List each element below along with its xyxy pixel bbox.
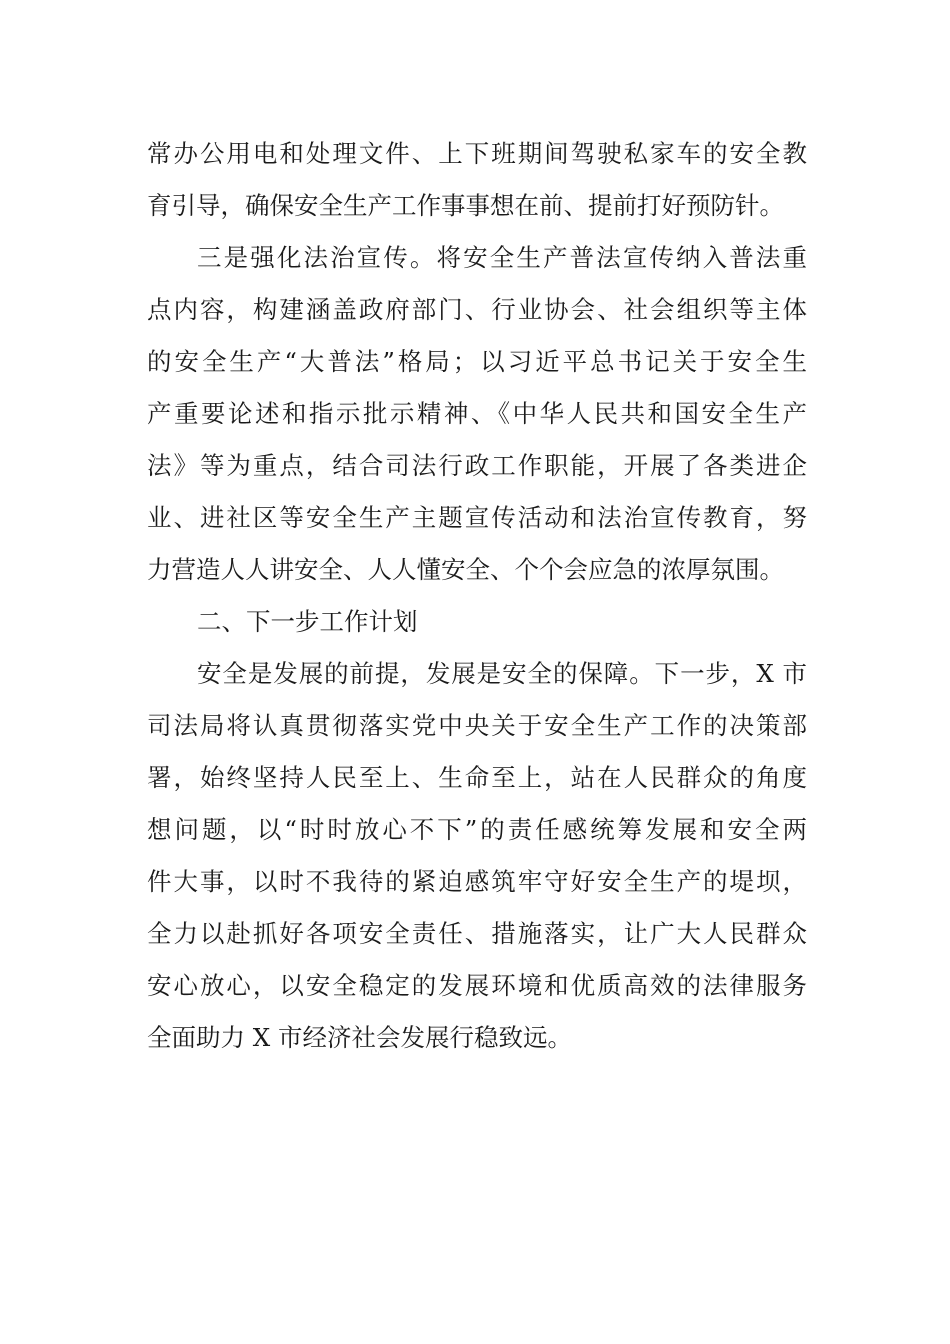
text-line: 法》等为重点，结合司法行政工作职能，开展了各类进企	[147, 451, 807, 480]
text-line: 安全是发展的前提，发展是安全的保障。下一步，X 市	[197, 659, 807, 688]
text-line: 育引导，确保安全生产工作事事想在前、提前打好预防针。	[147, 191, 784, 220]
text-line: 署，始终坚持人民至上、生命至上，站在人民群众的角度	[147, 763, 807, 792]
text-line: 三是强化法治宣传。将安全生产普法宣传纳入普法重	[197, 243, 807, 272]
text-line: 点内容，构建涵盖政府部门、行业协会、社会组织等主体	[147, 295, 807, 324]
section-heading: 二、下一步工作计划	[197, 607, 418, 636]
text-line: 常办公用电和处理文件、上下班期间驾驶私家车的安全教	[147, 139, 807, 168]
text-line: 的安全生产“大普法”格局；以习近平总书记关于安全生	[147, 347, 807, 376]
text-line: 业、进社区等安全生产主题宣传活动和法治宣传教育，努	[147, 503, 807, 532]
text-line: 司法局将认真贯彻落实党中央关于安全生产工作的决策部	[147, 711, 807, 740]
text-line: 件大事，以时不我待的紧迫感筑牢守好安全生产的堤坝，	[147, 867, 807, 896]
text-line: 全面助力 X 市经济社会发展行稳致远。	[147, 1023, 573, 1052]
text-line: 全力以赴抓好各项安全责任、措施落实，让广大人民群众	[147, 919, 807, 948]
text-line: 安心放心，以安全稳定的发展环境和优质高效的法律服务	[147, 971, 807, 1000]
text-line: 产重要论述和指示批示精神、《中华人民共和国安全生产	[147, 399, 807, 428]
document-body	[147, 128, 807, 1064]
text-line: 力营造人人讲安全、人人懂安全、个个会应急的浓厚氛围。	[147, 555, 784, 584]
text-line: 想问题，以“时时放心不下”的责任感统筹发展和安全两	[147, 815, 807, 844]
